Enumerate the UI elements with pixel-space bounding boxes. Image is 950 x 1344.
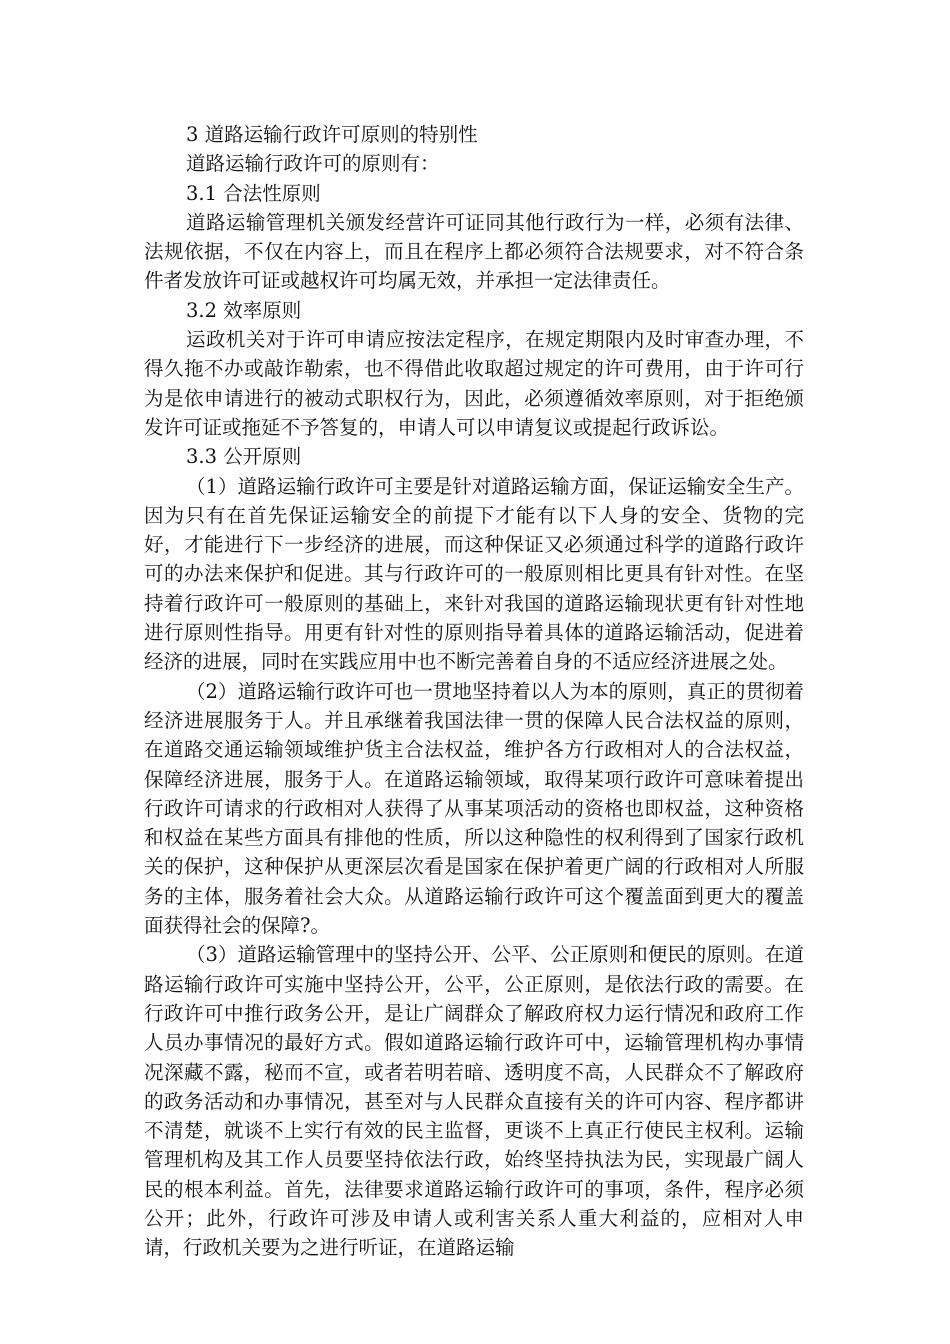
section-title: 3 道路运输行政许可原则的特别性	[186, 123, 478, 146]
intro-paragraph: 道路运输行政许可的原则有：	[186, 152, 440, 176]
paragraph-openness-1: （1）道路运输行政许可主要是针对道路运输方面，保证运输安全生产。因为只有在首先保证运输安全的前提下才能有以下人身的安全、货物的完好，才能进行下一步经济的进展，而这种保证又必须通过科学的道路行政许可的办法来保护和促进。其与行政许可的一般原则相比更具有针对性。在坚持着行政许可一般原则的基础上，来针对我国的道路运输现状更有针对性地进行原则性指导。用更有针对性的原则指导着具体的道路运输活动，促进着经济的进展，同时在实践应用中也不断完善着自身的不适应经济进展之处。	[144, 474, 804, 674]
paragraph-efficiency: 运政机关对于许可申请应按法定程序，在规定期限内及时审查办理，不得久拖不办或敲诈勒索，也不得借此收取超过规定的许可费用，由于许可行为是依申请进行的被动式职权行为，因此，必须遵循效率原则，对于拒绝颁发许可证或拖延不予答复的，申请人可以申请复议或提起行政诉讼。	[144, 328, 804, 439]
subsection-heading-efficiency: 3.2 效率原则	[186, 298, 302, 322]
paragraph-openness-2: （2）道路运输行政许可也一贯地坚持着以人为本的原则，真正的贯彻着经济进展服务于人。并且承继着我国法律一贯的保障人民合法权益的原则，在道路交通运输领域维护货主合法权益，维护各方行政相对人的合法权益，保障经济进展，服务于人。在道路运输领域，取得某项行政许可意味着提出行政许可请求的行政相对人获得了从事某项活动的资格也即权益，这种资格和权益在某些方面具有排他的性质，所以这种隐性的权利得到了国家行政机关的保护，这种保护从更深层次看是国家在保护着更广阔的行政相对人所服务的主体，服务着社会大众。从道路运输行政许可这个覆盖面到更大的覆盖面获得社会的保障?。	[144, 679, 804, 938]
document-body	[144, 120, 804, 1263]
subsection-heading-legality: 3.1 合法性原则	[186, 181, 321, 205]
paragraph-legality: 道路运输管理机关颁发经营许可证同其他行政行为一样，必须有法律、法规依据，不仅在内容上，而且在程序上都必须符合法规要求，对不符合条件者发放许可证或越权许可均属无效，并承担一定法律责任。	[144, 210, 804, 293]
subsection-heading-openness: 3.3 公开原则	[186, 445, 302, 469]
paragraph-openness-3: （3）道路运输管理中的坚持公开、公平、公正原则和便民的原则。在道路运输行政许可实施中坚持公开，公平，公正原则，是依法行政的需要。在行政许可中推行政务公开，是让广阔群众了解政府权力运行情况和政府工作人员办事情况的最好方式。假如道路运输行政许可中，运输管理机构办事情况深藏不露，秘而不宣，或者若明若暗、透明度不高，人民群众不了解政府的政务活动和办事情况，甚至对与人民群众直接有关的许可内容、程序都讲不清楚，就谈不上实行有效的民主监督，更谈不上真正行使民主权利。运输管理机构及其工作人员要坚持依法行政，始终坚持执法为民，实现最广阔人民的根本利益。首先，法律要求道路运输行政许可的事项，条件，程序必须公开；此外，行政许可涉及申请人或利害关系人重大利益的，应相对人申请，行政机关要为之进行听证，在道路运输	[144, 943, 804, 1260]
